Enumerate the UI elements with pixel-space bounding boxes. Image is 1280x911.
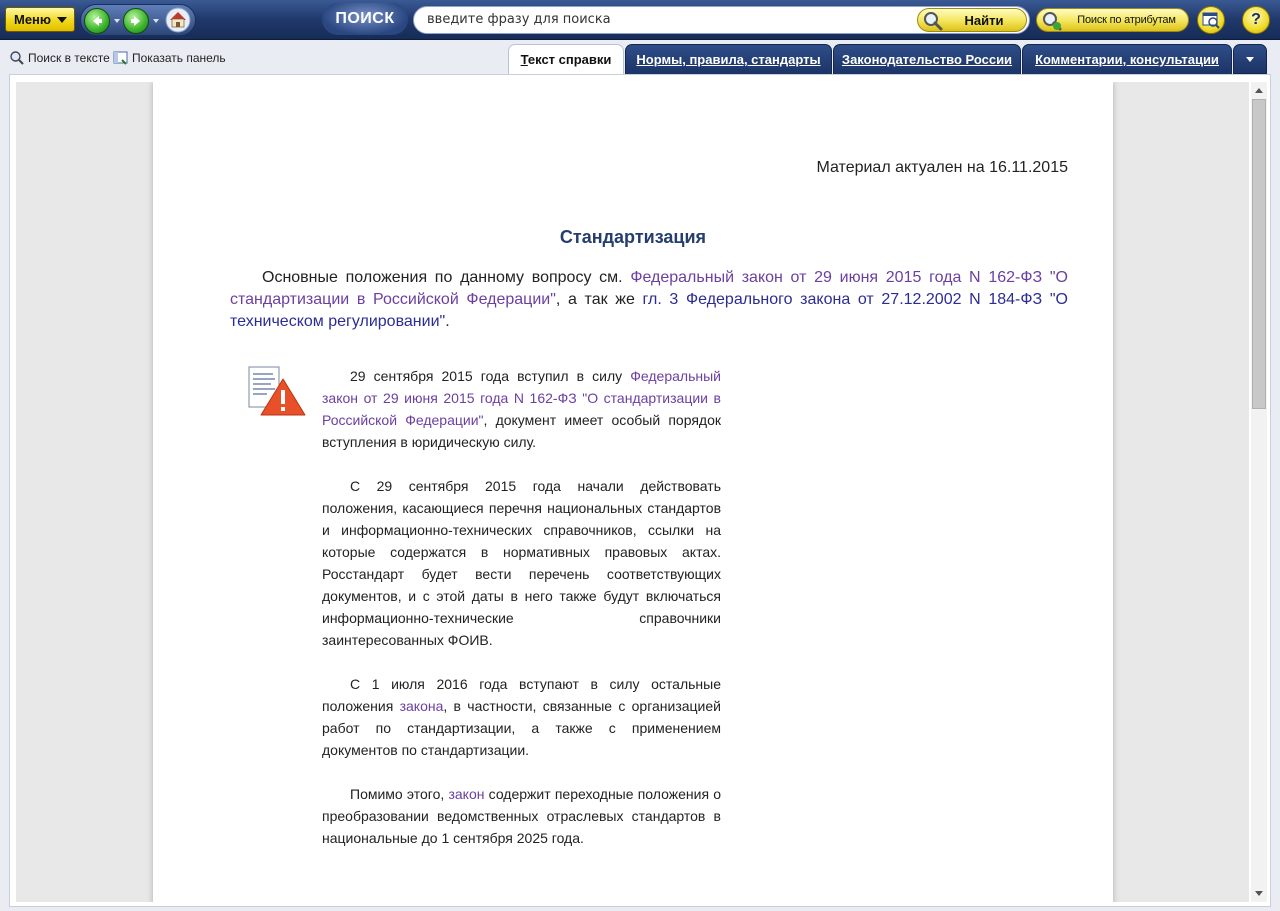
note-text: 29 сентября 2015 года вступил в силу: [350, 368, 631, 384]
note-text: содержит переходные положения о преобразовании ведомственных отраслевых стандартов в национальные до 1 сентября 2025 года.: [322, 786, 721, 846]
note-text: , документ имеет особый порядок вступления в юридическую силу.: [322, 412, 721, 450]
note-text: Помимо этого,: [350, 786, 449, 802]
scrollbar-thumb[interactable]: [1252, 99, 1266, 409]
tab-label: Комментарии, консультации: [1035, 52, 1219, 67]
tab-label: Законодательство России: [841, 52, 1013, 67]
search-section-label: ПОИСК: [322, 3, 408, 35]
scroll-down-icon[interactable]: [1255, 891, 1263, 896]
search-input[interactable]: введите фразу для поиска: [413, 6, 1030, 34]
back-button[interactable]: [84, 8, 110, 34]
attribute-search-button[interactable]: [1036, 8, 1189, 32]
magnifier-icon: [922, 10, 944, 32]
chevron-down-icon: [1246, 57, 1254, 62]
window-search-icon: [1201, 10, 1221, 30]
vertical-scrollbar[interactable]: [1251, 82, 1267, 902]
note-text: С 1 июля 2016 года вступают в силу остальные положения: [322, 676, 721, 714]
document-warning-icon: [247, 365, 307, 419]
tab-label: Нормы, правила, стандарты: [636, 52, 821, 67]
intro-text: , а так же: [555, 291, 643, 308]
document-viewport: [16, 82, 1249, 902]
tab-help-text[interactable]: [508, 44, 624, 74]
intro-paragraph: [230, 267, 1068, 333]
note-paragraph: [322, 673, 721, 761]
note-paragraph: [322, 783, 721, 849]
arrow-right-icon: [129, 14, 143, 28]
tab-russian-legislation[interactable]: [833, 44, 1021, 74]
help-icon: ?: [1251, 11, 1261, 28]
note-paragraph: [322, 365, 721, 453]
forward-history-dropdown-icon[interactable]: [153, 19, 159, 23]
panel-icon: [113, 50, 129, 66]
law-link[interactable]: закона: [399, 698, 444, 714]
secondary-toolbar: [0, 41, 1280, 74]
menu-label: Меню: [14, 12, 52, 27]
search-in-text-button[interactable]: [9, 50, 110, 66]
notes-block: [322, 365, 721, 871]
law-184-fz-link[interactable]: гл. 3 Федерального закона от 27.12.2002 N 184-ФЗ "О техническом регулировании": [230, 291, 1068, 330]
menu-button[interactable]: [5, 7, 75, 32]
intro-text: Основные положения по данному вопросу см.: [262, 269, 631, 286]
magnifier-icon: [9, 50, 25, 66]
intro-text: .: [445, 313, 450, 330]
attribute-search-label: Поиск по атрибутам: [1077, 14, 1176, 26]
top-toolbar: [0, 0, 1280, 40]
search-in-text-label: Поиск в тексте: [28, 51, 110, 65]
law-162-fz-link[interactable]: Федеральный закон от 29 июня 2015 года N 162-ФЗ "О стандартизации в Российской Федерации": [230, 269, 1069, 308]
tabs-more-button[interactable]: [1233, 44, 1267, 74]
find-button[interactable]: [917, 8, 1027, 32]
search-window-button[interactable]: [1197, 6, 1225, 34]
law-162-fz-link[interactable]: Федеральный закон от 29 июня 2015 года N 162-ФЗ "О стандартизации в Российской Федерации": [322, 368, 721, 428]
page-title: Стандартизация: [559, 227, 707, 247]
home-icon[interactable]: [165, 7, 191, 33]
note-text: , в частности, связанные с организацией работ по стандартизации, а также с применением документов по стандартизации.: [322, 698, 721, 758]
back-history-dropdown-icon[interactable]: [114, 19, 120, 23]
scroll-up-icon[interactable]: [1255, 88, 1263, 93]
note-paragraph: С 29 сентября 2015 года начали действовать положения, касающиеся перечня национальных стандартов и информационно-технических справочников, ссылки на которые содержатся в нормативных правовых актах. Росстандарт будет вести перечень соответствующих документов, и с этой даты в него также будут включаться информационно-технические справочники заинтересованных ФОИВ.: [322, 478, 721, 648]
actual-date: Материал актуален на 16.11.2015: [816, 159, 1068, 176]
tab-commentaries[interactable]: [1022, 44, 1232, 74]
law-link[interactable]: закон: [448, 786, 485, 802]
document-page: [153, 82, 1113, 902]
show-panel-label: Показать панель: [132, 51, 226, 65]
tab-label: Текст справки: [520, 52, 612, 67]
help-button[interactable]: [1242, 6, 1270, 34]
tab-norms-standards[interactable]: [625, 44, 832, 74]
forward-button[interactable]: [123, 8, 149, 34]
attribute-search-icon: [1041, 10, 1063, 32]
show-panel-button[interactable]: [113, 50, 226, 66]
navigation-group: [80, 4, 196, 36]
chevron-down-icon: [57, 17, 67, 23]
arrow-left-icon: [90, 14, 104, 28]
find-button-label: Найти: [964, 12, 1004, 28]
